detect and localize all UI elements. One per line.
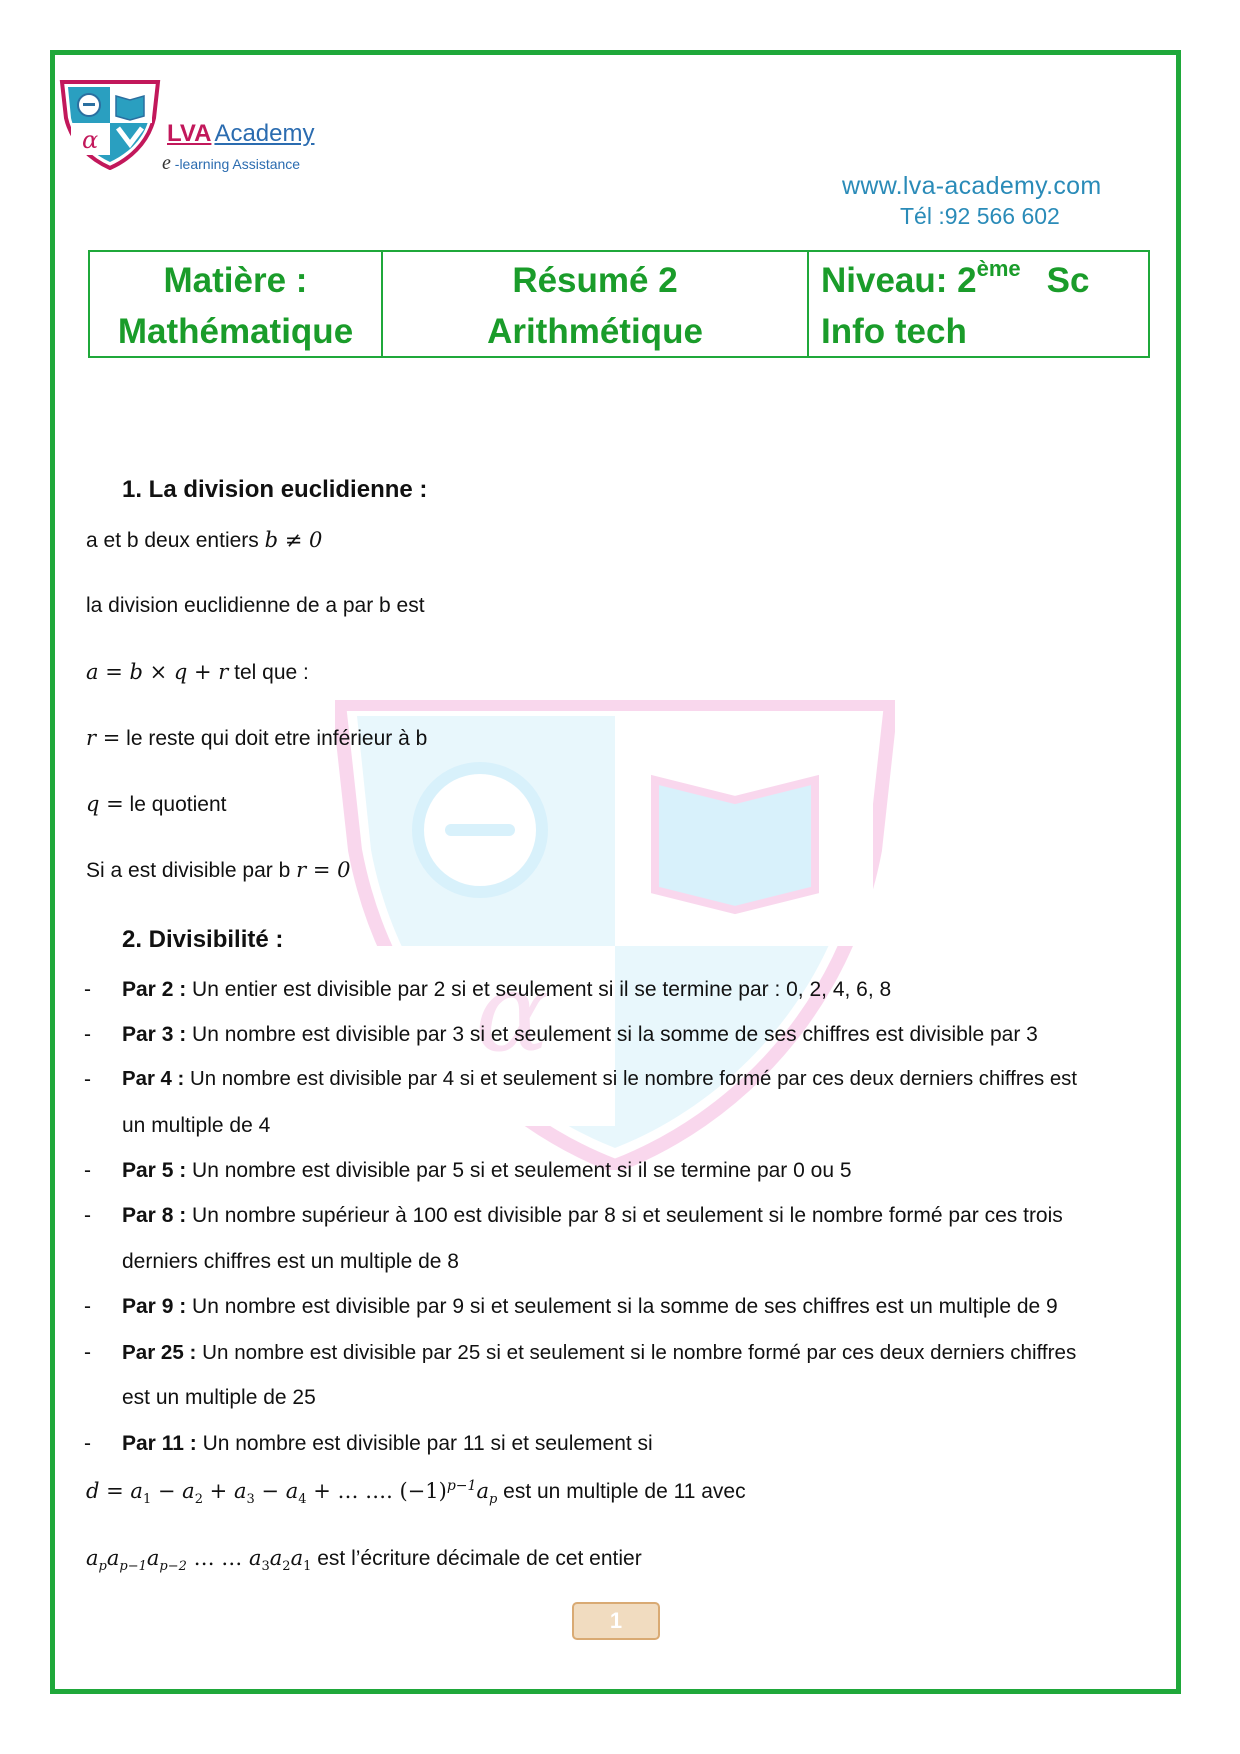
website-link[interactable]: www.lva-academy.com: [842, 172, 1102, 200]
subject-value: Mathématique: [117, 312, 354, 351]
svg-text:α: α: [82, 126, 99, 154]
item-text: Un nombre est divisible par 9 si et seulement si la somme de ses chiffres est un multiple de 9: [186, 1295, 1058, 1318]
s1-line1: [86, 528, 322, 553]
brand-lva: LVA: [167, 120, 212, 147]
s1-l1-text: a et b deux entiers: [86, 529, 265, 552]
item-text: Un nombre est divisible par 3 si et seulement si la somme de ses chiffres est divisible par 3: [186, 1023, 1038, 1046]
subject-cell: [90, 252, 381, 356]
item-text: Un nombre supérieur à 100 est divisible par 8 si et seulement si le nombre formé par ces trois: [186, 1204, 1063, 1227]
summary-topic: Arithmétique: [487, 312, 703, 351]
s1-l5-math: q =: [86, 792, 124, 816]
level-label: Niveau: 2: [821, 261, 977, 300]
item-label: Par 2 :: [122, 978, 187, 1001]
header-table: [88, 250, 1150, 358]
list-item-par25: [122, 1341, 1076, 1365]
s1-l4-math: r =: [86, 726, 121, 750]
item-text: Un nombre est divisible par 11 si et seulement si: [196, 1432, 653, 1455]
phone-number: Tél :92 566 602: [900, 203, 1060, 229]
s1-line3: [86, 660, 309, 685]
list-item-par4: [122, 1068, 1077, 1091]
s1-l3-math: a = b × q + r: [86, 660, 229, 684]
list-bullet: -: [84, 978, 91, 1001]
s1-line5: [86, 792, 226, 817]
subject-label: Matière :: [163, 261, 308, 300]
list-item-par25-cont: est un multiple de 25: [122, 1386, 316, 1409]
s1-l6-math: r = 0: [296, 858, 351, 882]
item-label: Par 3 :: [122, 1023, 187, 1046]
list-item-par3: [122, 1023, 1038, 1047]
list-item-par11: [122, 1432, 653, 1456]
s1-l6-text: Si a est divisible par b: [86, 859, 297, 882]
list-bullet: -: [84, 1159, 91, 1182]
level-cell: [807, 252, 1148, 356]
s1-line2: la division euclidienne de a par b est: [86, 594, 425, 617]
tagline-e: e: [162, 152, 171, 174]
item-text: Un nombre est divisible par 5 si et seulement si il se termine par 0 ou 5: [186, 1159, 852, 1182]
list-bullet: -: [84, 1341, 91, 1364]
item-label: Par 9 :: [122, 1295, 187, 1318]
list-item-par4-cont: un multiple de 4: [122, 1114, 271, 1137]
s1-l1-math: b ≠ 0: [264, 528, 323, 552]
list-item-par8: [122, 1204, 1063, 1228]
list-bullet: -: [84, 1204, 91, 1227]
s1-l5-text: le quotient: [123, 793, 227, 816]
list-bullet: -: [84, 1295, 91, 1318]
item-label: Par 25 :: [122, 1341, 197, 1364]
brand-tagline: [162, 152, 300, 175]
tagline-text: -learning Assistance: [174, 156, 301, 172]
list-item-par8-cont: derniers chiffres est un multiple de 8: [122, 1250, 459, 1273]
section1-title: 1. La division euclidienne :: [122, 476, 428, 503]
item-label: Par 5 :: [122, 1159, 187, 1182]
list-bullet: -: [84, 1068, 91, 1091]
list-item-par5: [122, 1159, 852, 1183]
svg-text:α: α: [475, 948, 550, 1076]
lva-academy-logo: [58, 78, 162, 170]
item-label: Par 8 :: [122, 1204, 187, 1227]
list-item-par9: [122, 1295, 1058, 1319]
s1-l4-text: le reste qui doit etre inférieur à b: [120, 727, 428, 750]
brand-name: [167, 120, 314, 148]
section2-title: 2. Divisibilité :: [122, 926, 284, 953]
item-text: Un entier est divisible par 2 si et seulement si il se termine par : 0, 2, 4, 6, 8: [186, 978, 892, 1001]
decimal-text: est l’écriture décimale de cet entier: [311, 1547, 642, 1570]
page-number: 1: [572, 1602, 660, 1640]
s1-l3-text: tel que :: [228, 661, 309, 684]
s1-line4: [86, 726, 427, 751]
divisibility-11-formula: $d = a_1 - a_2 + a_3 - a_4$ + … …. $(-1)^{p-1}a_p$ est un multiple de 11 avec: [86, 1478, 746, 1508]
decimal-writing-line: $a_pa_{p-1}a_{p-2}$ … … $a_3a_2a_1$ est l’écriture décimale de cet entier: [86, 1546, 642, 1575]
summary-cell: [381, 252, 807, 356]
item-label: Par 4 :: [122, 1068, 185, 1090]
formula-text: est un multiple de 11 avec: [497, 1480, 746, 1503]
item-text: Un nombre est divisible par 4 si et seulement si le nombre formé par ces deux derniers chiffres est: [184, 1068, 1078, 1090]
list-bullet: -: [84, 1432, 91, 1455]
item-label: Par 11 :: [122, 1432, 197, 1455]
level-sup: ème: [976, 256, 1021, 281]
list-item-par2: [122, 978, 891, 1002]
level-line2: Info tech: [821, 312, 967, 351]
watermark-shield-icon: [335, 700, 895, 1170]
list-bullet: -: [84, 1023, 91, 1046]
s1-line6: [86, 858, 350, 883]
brand-academy: Academy: [214, 120, 315, 147]
item-text: Un nombre est divisible par 25 si et seulement si le nombre formé par ces deux derniers chiffres: [196, 1341, 1077, 1364]
summary-label: Résumé 2: [512, 261, 678, 300]
level-suffix: Sc: [1046, 261, 1090, 300]
